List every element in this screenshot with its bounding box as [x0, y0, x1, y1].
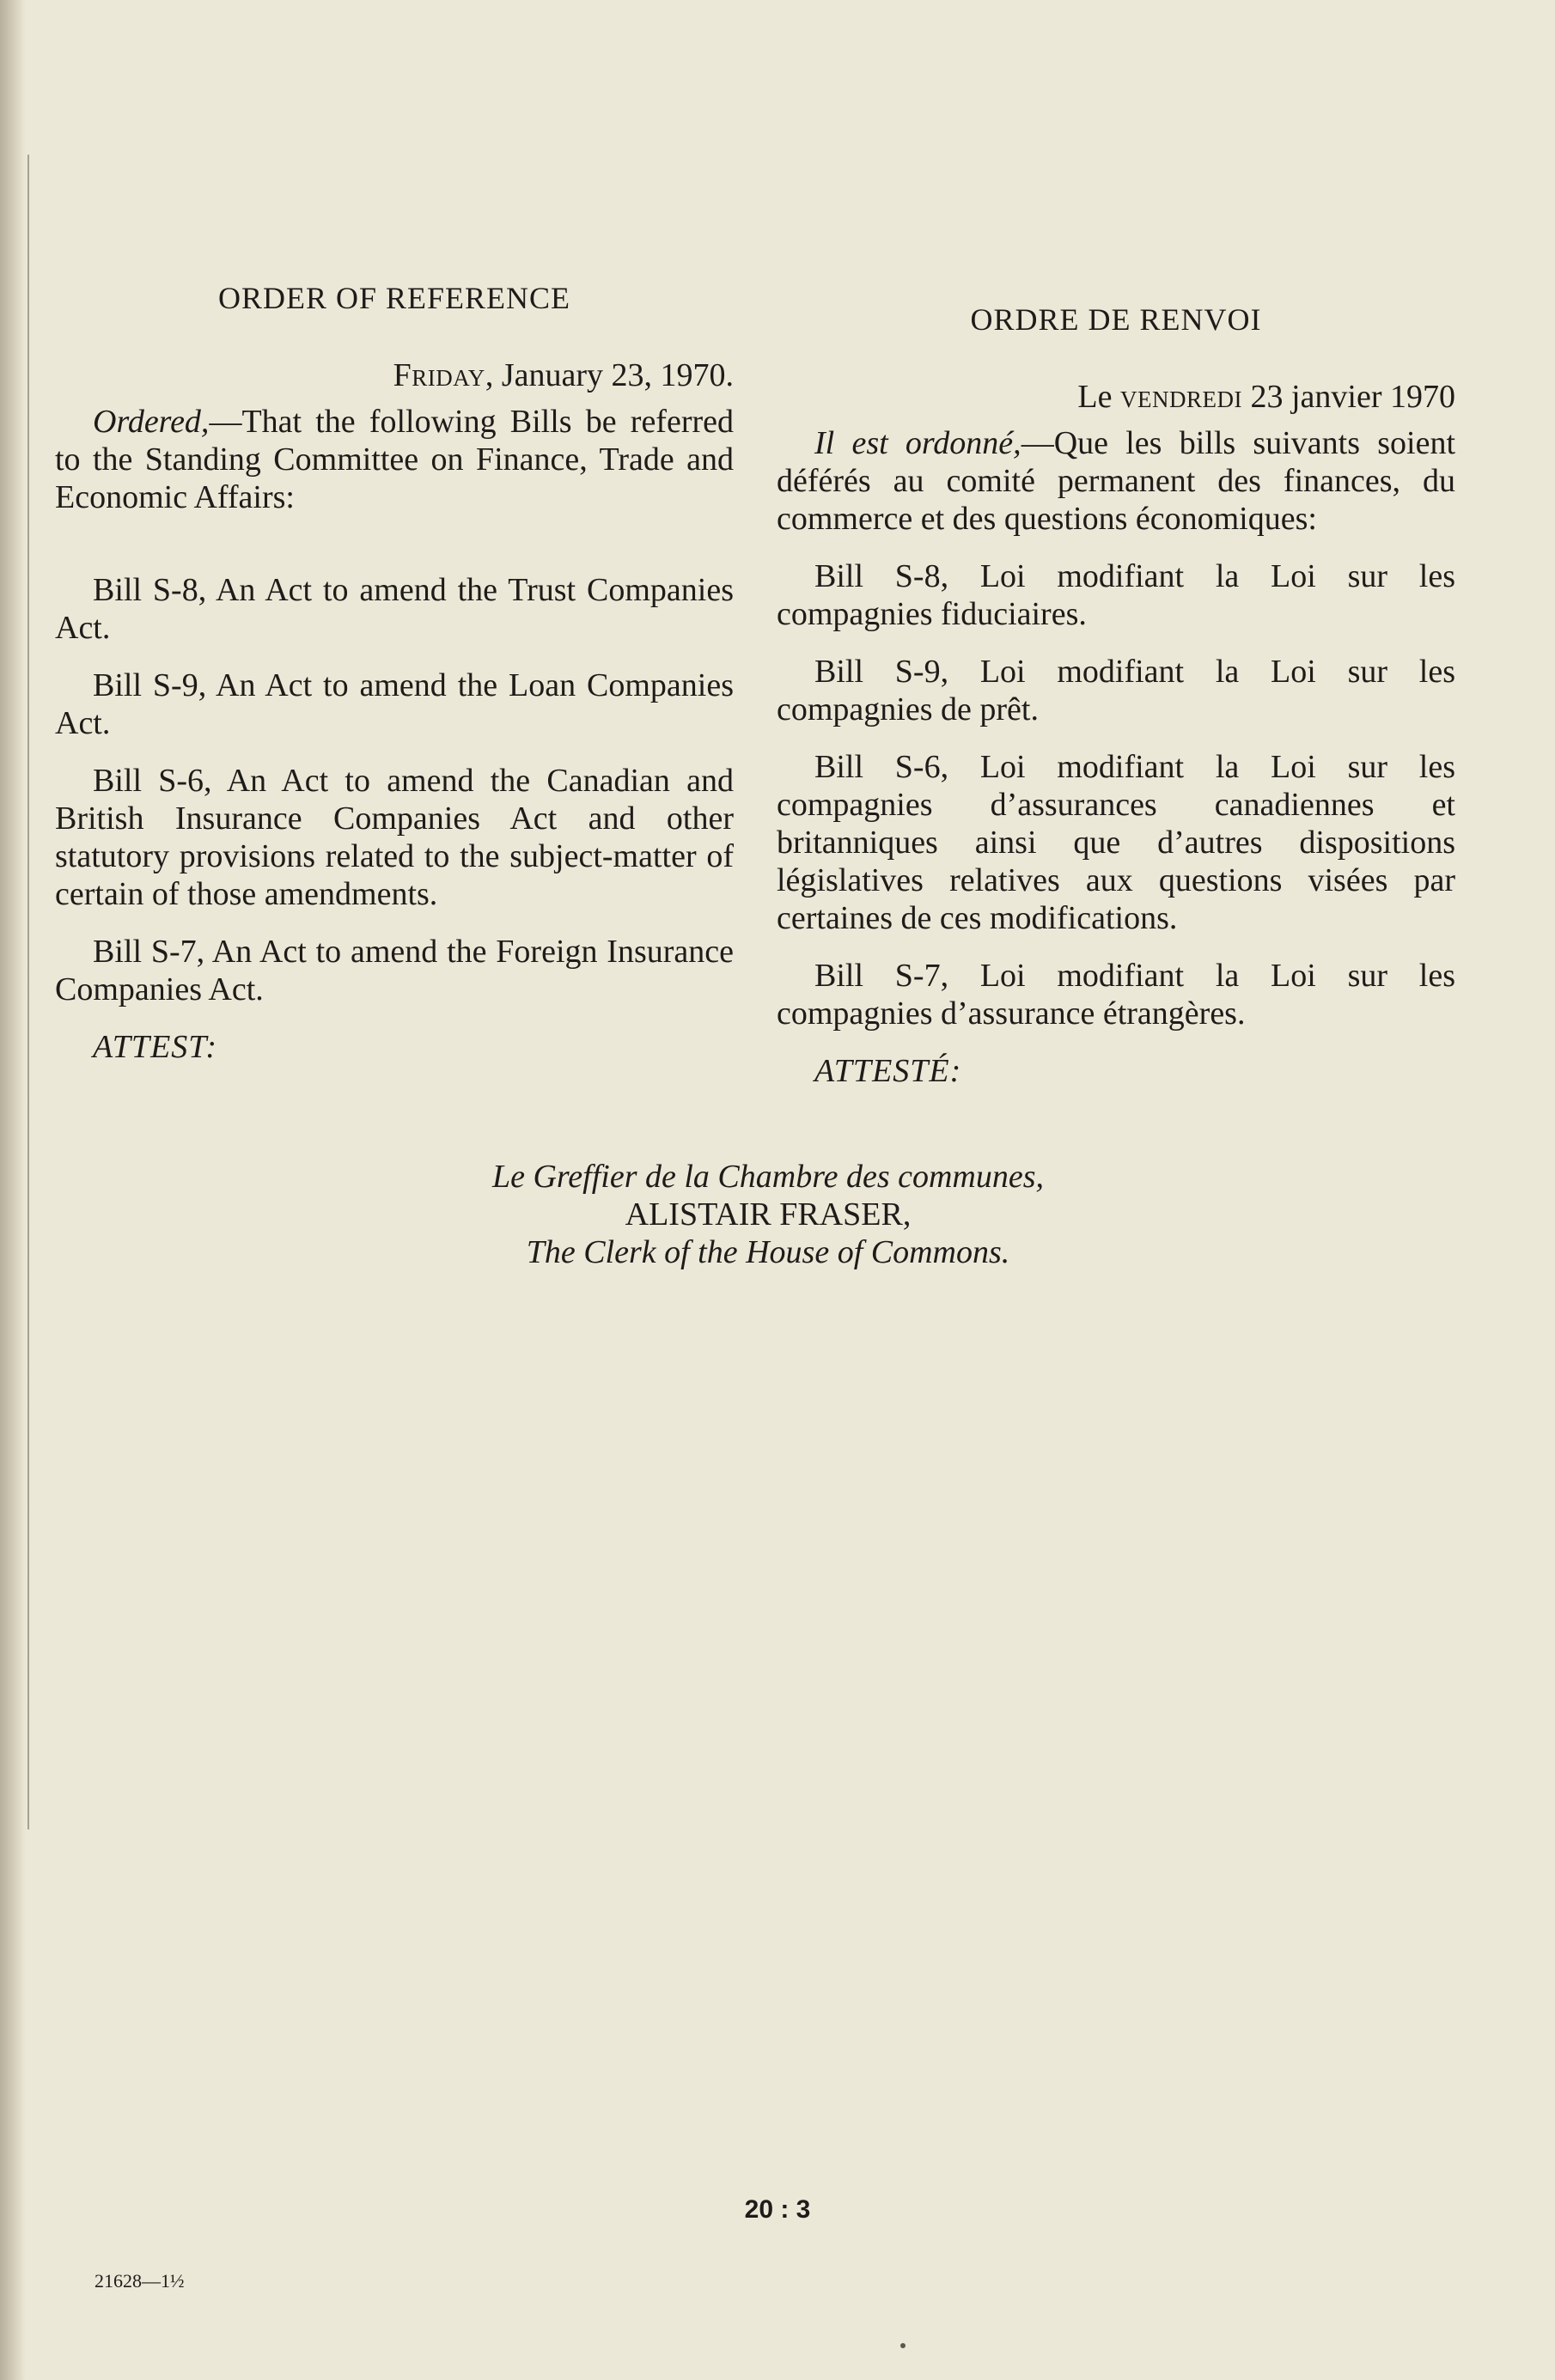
- french-intro: [777, 424, 1455, 538]
- english-date: [55, 356, 734, 394]
- english-bill-s8: Bill S-8, An Act to amend the Trust Companies Act.: [55, 572, 734, 646]
- english-heading: ORDER OF REFERENCE: [217, 281, 571, 315]
- print-code: 21628—1½: [95, 2270, 185, 2292]
- french-intro-italic: Il est ordonné,: [814, 425, 1021, 461]
- signature-name: ALISTAIR FRASER,: [625, 1196, 912, 1233]
- signature-french-title: Le Greffier de la Chambre des communes,: [491, 1159, 1045, 1195]
- english-intro: [55, 403, 734, 516]
- french-column: [777, 301, 1455, 1090]
- english-date-day: Friday: [393, 357, 485, 393]
- signature-english-title: The Clerk of the House of Commons.: [526, 1234, 1010, 1270]
- signature-block: [55, 1158, 1481, 1271]
- english-bill-s9: Bill S-9, An Act to amend the Loan Companies Act.: [55, 667, 734, 741]
- english-bill-s6: Bill S-6, An Act to amend the Canadian and British Insurance Companies Act and other statutory provisions related to the subject-matter of certain of those amendments.: [55, 763, 734, 912]
- binding-fold-line: [27, 155, 29, 1829]
- page-edge-shadow: [0, 0, 26, 2380]
- french-date-day: vendredi: [1120, 379, 1242, 415]
- french-bill-s9: Bill S-9, Loi modifiant la Loi sur les compagnies de prêt.: [777, 654, 1455, 727]
- page-number: 20 : 3: [744, 2195, 811, 2224]
- english-date-rest: , January 23, 1970.: [485, 357, 734, 393]
- english-intro-text: —That the following Bills be referred to the Standing Committee on Finance, Trade and Economic Affairs:: [55, 404, 734, 515]
- french-heading: ORDRE DE RENVOI: [970, 302, 1262, 337]
- french-date-rest: 23 janvier 1970: [1241, 379, 1455, 415]
- english-attest: ATTEST:: [93, 1029, 217, 1065]
- french-date: [777, 378, 1455, 416]
- french-bill-s6: Bill S-6, Loi modifiant la Loi sur les compagnies d’assurances canadiennes et britanniques ainsi que d’autres dispositions législatives relatives aux questions visées par certaines de ces modifications.: [777, 749, 1455, 936]
- paper-speck: [900, 2343, 906, 2348]
- french-date-prefix: Le: [1077, 379, 1120, 415]
- french-intro-text: —Que les bills suivants soient déférés au comité permanent des finances, du commerce et des questions économiques:: [777, 425, 1456, 537]
- english-column: [55, 279, 734, 1066]
- french-attest: ATTESTÉ:: [814, 1053, 962, 1089]
- english-intro-italic: Ordered,: [93, 404, 210, 440]
- french-bill-s8: Bill S-8, Loi modifiant la Loi sur les compagnies fiduciaires.: [777, 558, 1455, 632]
- english-bill-s7: Bill S-7, An Act to amend the Foreign Insurance Companies Act.: [55, 934, 734, 1007]
- french-bill-s7: Bill S-7, Loi modifiant la Loi sur les compagnies d’assurance étrangères.: [777, 958, 1455, 1032]
